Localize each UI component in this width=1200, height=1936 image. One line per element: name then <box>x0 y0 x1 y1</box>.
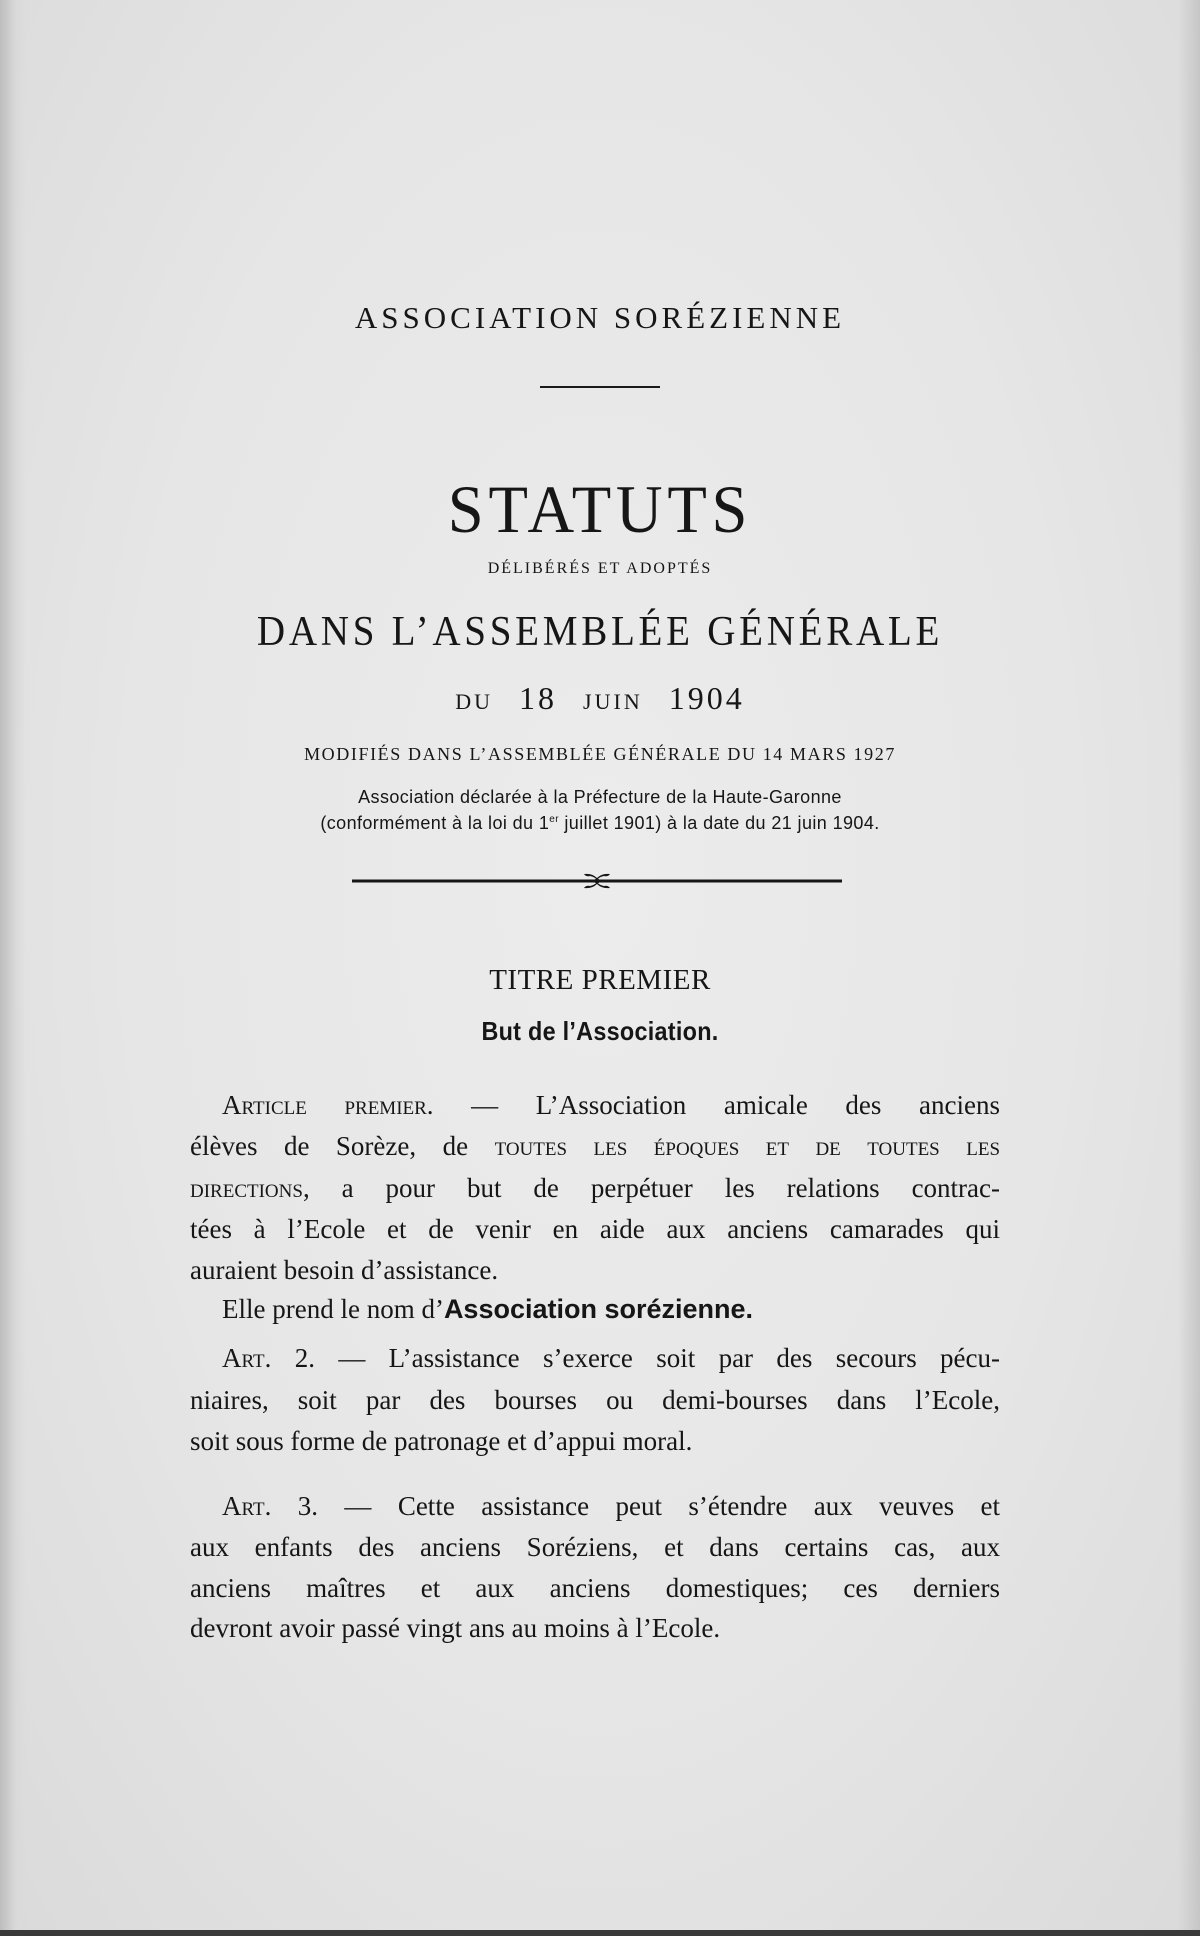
article-1-text-2b: toutes les époques et de toutes les <box>494 1131 1001 1161</box>
article-1-line-1 <box>222 1088 1000 1122</box>
declaration-superscript: er <box>549 814 559 825</box>
document-subtitle: DÉLIBÉRÉS ET ADOPTÉS <box>487 560 713 577</box>
article-1-line-4: tées à l’Ecole et de venir en aide aux anciens camarades qui <box>190 1214 1000 1244</box>
article-1-text-3a: directions <box>190 1173 303 1203</box>
short-divider-rule <box>540 386 660 388</box>
declaration-text-a: (conformément à la loi du 1 <box>320 813 550 833</box>
document-title: STATUTS <box>447 471 753 547</box>
declaration-line-2 <box>0 813 1200 834</box>
date-year: 1904 <box>668 680 745 716</box>
date-month: JUIN <box>583 689 643 714</box>
article-3-line-3: anciens maîtres et aux anciens domestiques; ces derniers <box>190 1573 1000 1603</box>
article-1-line-3 <box>190 1171 1000 1205</box>
article-1-line-6 <box>222 1292 1000 1326</box>
ornament-center-dot <box>595 879 600 884</box>
section-title: TITRE PREMIER <box>489 964 711 996</box>
article-2-label: Art. 2. <box>222 1343 315 1373</box>
article-3-line-4: devront avoir passé vingt ans au moins à l’Ecole. <box>190 1613 721 1643</box>
association-name-bold: Association sorézienne. <box>443 1294 754 1324</box>
section-heading: But de l’Association. <box>481 1016 719 1046</box>
modification-note: MODIFIÉS DANS L’ASSEMBLÉE GÉNÉRALE DU 14 MARS 1927 <box>304 744 896 764</box>
assembly-line: DANS L’ASSEMBLÉE GÉNÉRALE <box>256 609 944 655</box>
declaration-line-1: Association déclarée à la Préfecture de la Haute-Garonne <box>358 787 842 807</box>
article-1-text-1: — L’Association amicale des anciens <box>433 1090 1000 1120</box>
declaration-text-b: juillet 1901) à la date du 21 juin 1904. <box>559 813 880 833</box>
article-3-label: Art. 3. <box>222 1491 319 1521</box>
article-2-line-1 <box>222 1341 1000 1375</box>
assembly-date <box>0 680 1200 717</box>
article-1-text-3b: , a pour but de perpétuer les relations contrac- <box>302 1173 1000 1203</box>
ornamental-rule-icon <box>352 868 842 894</box>
article-3-line-2: aux enfants des anciens Soréziens, et dans certains cas, aux <box>190 1532 1000 1562</box>
article-3-text-1: — Cette assistance peut s’étendre aux veuves et <box>318 1491 1000 1521</box>
article-1-label: Article premier. <box>222 1090 434 1120</box>
association-name: ASSOCIATION SORÉZIENNE <box>354 300 846 335</box>
article-2-line-2: niaires, soit par des bourses ou demi-bourses dans l’Ecole, <box>190 1385 1000 1415</box>
date-day: 18 <box>519 680 558 716</box>
article-1-text-6a: Elle prend le nom d’ <box>222 1294 444 1324</box>
article-2-text-1: — L’assistance s’exerce soit par des secours pécu- <box>314 1343 1000 1373</box>
date-prefix: DU <box>455 689 494 714</box>
article-1-line-2 <box>190 1129 1000 1163</box>
article-3-line-1 <box>222 1489 1000 1523</box>
article-2-line-3: soit sous forme de patronage et d’appui moral. <box>190 1426 693 1456</box>
page-edge-shadow-bottom <box>0 1930 1200 1936</box>
article-1-line-5: auraient besoin d’assistance. <box>190 1255 499 1285</box>
article-1-text-2a: élèves de Sorèze, de <box>190 1131 495 1161</box>
